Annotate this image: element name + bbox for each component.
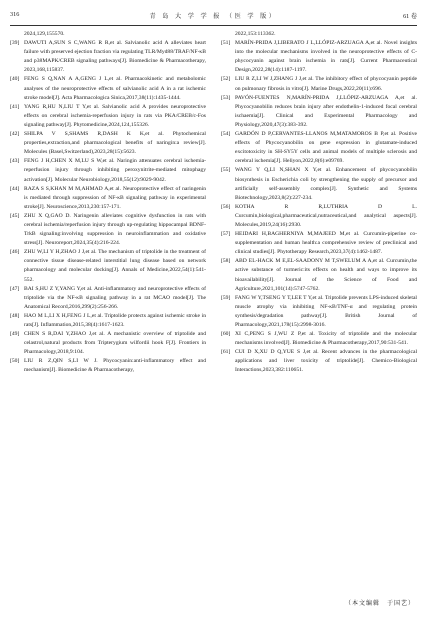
- reference-number: [59]: [221, 294, 231, 301]
- reference-number: [40]: [10, 76, 20, 83]
- reference-number: [45]: [10, 212, 20, 219]
- reference-column-left: [10, 30, 206, 376]
- running-header: [10, 11, 417, 23]
- header-rule: [10, 25, 417, 26]
- reference-number: [42]: [10, 131, 20, 138]
- reference-number: [52]: [221, 76, 231, 83]
- volume-label: 61 卷: [403, 13, 417, 20]
- reference-entry: [221, 257, 417, 293]
- reference-text: ZHU W,LI Y H,ZHAO J J,et al. The mechanism of triptolide in the treatment of connective tissue disease-related interstitial lung disease based on network pharmacology and molecular docking[J]. Annals of Medicine,2022,54(1):541-552.: [24, 249, 206, 283]
- reference-entry: [10, 157, 206, 184]
- reference-text: BAI S,HU Z Y,YANG Y,et al. Anti-inflammatory and neuroprotective effects of triptolide via the NF-κB signaling pathway in a rat MCAO model[J]. The Anatomical Record,2016,299(2):256-266.: [24, 285, 206, 310]
- reference-entry: [221, 294, 417, 330]
- reference-number: [57]: [221, 231, 231, 238]
- reference-entry: [10, 312, 206, 330]
- reference-number: [55]: [221, 167, 231, 174]
- reference-number: [50]: [10, 358, 20, 365]
- reference-entry: [221, 130, 417, 166]
- reference-text: ZHU X Q,GAO D. Naringenin alleviates cognitive dysfunction in rats with cerebral ischemia/reperfusion injury through up-regulating hippocampal BDNF-TrkB signaling:involving suppression in neuroinflammation and oxidative stress[J]. Neuroreport,2024,35(4):216-224.: [24, 212, 206, 247]
- reference-number: [58]: [221, 258, 231, 265]
- reference-text: MARÍN-PRIDA J,LIBERATO J L,LLÓPIZ-ARZUAGA A,et al. Novel insights into the molecular mechanisms involved in the neuroprotective effects of C-phycocyanin against brain ischemia in rats[J]. Current Pharmaceutical Design,2022,28(14):1187-1197.: [235, 40, 417, 74]
- reference-entry: [221, 30, 417, 39]
- reference-entry: [10, 248, 206, 284]
- reference-entry: [10, 103, 206, 130]
- reference-text: CUI D X,XU D Q,YUE S J,et al. Recent advances in the pharmacological applications and liver toxicity of triptolide[J]. Chemico-Biological Interactions,2023,382:110651.: [235, 349, 417, 374]
- reference-entry: [221, 330, 417, 348]
- reference-text: DAWUTI A,SUN S C,WANG R R,et al. Salvianolic acid A alleviates heart failure with preserved ejection fraction via regulating TLR/Myd88/TRAF/NF-κB and p38MAPK/CREB signaling pathways[J]. Biomedicine & Pharmacotherapy, 2023,168,115837.: [24, 40, 206, 74]
- reference-text: KOTHA R R,LUTHRIA D L. Curcumin,biological,pharmaceutical,nutraceutical,and analytical aspects[J]. Molecules,2019,24(16):2930.: [235, 203, 417, 228]
- reference-number: [47]: [10, 285, 20, 292]
- reference-column-right: [221, 30, 417, 376]
- reference-text: LIU R Z,QIN S,LI W J. Phycocyanin:anti-inflammatory effect and mechanism[J]. Biomedicine & Pharmacotherapy,: [24, 358, 206, 374]
- reference-text: FENG S Q,NAN A A,GENG J L,et al. Pharmacokinetic and metabolomic analyses of the neuroprotective effects of salvianolic acid A in a rat ischemic stroke model[J]. Acta Pharmacologica Sinica,2017,38(11):1435-1444.: [24, 76, 206, 101]
- reference-text: HEIDARI H,BAGHERNIYA M,MAJEED M,et al. Curcumin-piperine co-supplementation and human health:a comprehensive review of preclinical and clinical studies[J]. Phytotherapy Research,2023,37(4):1462-1487.: [235, 231, 417, 256]
- reference-text: 2024,129,155570.: [24, 31, 65, 37]
- reference-number: [53]: [221, 94, 231, 101]
- reference-text: RAZA S S,KHAN M M,AHMAD A,et al. Neuroprotective effect of naringenin is mediated through suppression of NF-κB signaling pathway in experimental stroke[J]. Neuroscience,2013,230:157-171.: [24, 185, 206, 210]
- reference-entry: [10, 30, 206, 39]
- reference-entry: [10, 185, 206, 212]
- reference-number: [51]: [221, 40, 231, 47]
- reference-entry: [10, 39, 206, 75]
- reference-number: [41]: [10, 103, 20, 110]
- reference-text: 2022,153:113362.: [235, 31, 276, 37]
- reference-entry: [10, 75, 206, 102]
- reference-entry: [221, 94, 417, 130]
- reference-entry: [221, 203, 417, 230]
- reference-entry: [10, 130, 206, 157]
- reference-number: [43]: [10, 158, 20, 165]
- reference-text: CHEN S R,DAI Y,ZHAO J,et al. A mechanistic overview of triptolide and celastrol,natural products from Tripterygium wilfordii hook F[J]. Frontiers in Pharmacology,2018,9:104.: [24, 331, 206, 356]
- reference-text: SHILPA V S,SHAMS R,DASH K K,et al. Phytochemical properties,extraction,and pharmacological benefits of naringin:a review[J]. Molecules (Basel,Switzerland),2023,28(15):5623.: [24, 131, 206, 156]
- reference-text: XI C,PENG S J,WU Z P,et al. Toxicity of triptolide and the molecular mechanisms involved[J]. Biomedicine & Pharmacotherapy,2017,90:531-541.: [235, 331, 417, 347]
- reference-text: YANG R,HU N,LIU T Y,et al. Salvianolic acid A provides neuroprotective effects on cerebral ischemia-reperfusion injury in rats via PKA/CREB/c-Fos signaling pathway[J]. Phytomedicine,2024,124,155326.: [24, 103, 206, 128]
- reference-text: ABD EL-HACK M E,EL-SAADONY M T,SWELUM A A,et al. Curcumin,the active substance of turmeric:its effects on health and ways to improve its bioavailability[J]. Journal of the Science of Food and Agriculture,2021,101(14):5747-5762.: [235, 258, 417, 292]
- editor-note: （本文编辑 于国艺）: [344, 601, 415, 607]
- reference-text: PAVÓN-FUENTES N,MARÍN-PRIDA J,LLÓPIZ-ARZUAGA A,et al. Phycocyanobilin reduces brain injury after endothelin-1-induced focal cerebral ischaemia[J]. Clinical and Experimental Pharmacology and Physiology,2020,47(3):383-392.: [235, 94, 417, 128]
- reference-entry: [221, 75, 417, 93]
- journal-title: 青 岛 大 学 学 报 （医 学 版）: [149, 13, 278, 20]
- reference-entry: [221, 39, 417, 75]
- reference-text: LIU R Z,LI W J,ZHANG J J,et al. The inhibitory effect of phycocyanin peptide on pulmonary fibrosis in vitro[J]. Marine Drugs,2022,20(11):696.: [235, 76, 417, 92]
- reference-entry: [221, 230, 417, 257]
- reference-number: [60]: [221, 331, 231, 338]
- reference-text: GARDÓN D P,CERVANTES-LLANOS M,MATAMOROS B P,et al. Positive effects of Phycocyanobilin on gene expression in glutamate-induced excitotoxicity in SH-SY5Y cells and animal models of multiple sclerosis and cerebral ischemia[J]. Heliyon,2022,8(6):e09769.: [235, 131, 417, 165]
- reference-entry: [10, 285, 206, 312]
- page-number: 316: [10, 11, 20, 18]
- reference-number: [61]: [221, 349, 231, 356]
- reference-entry: [10, 212, 206, 248]
- reference-number: [49]: [10, 331, 20, 338]
- reference-entry: [10, 357, 206, 375]
- reference-entry: [221, 348, 417, 375]
- reference-number: [54]: [221, 131, 231, 138]
- reference-text: FANG W Y,TSENG Y T,LEE T Y,et al. Triptolide prevents LPS-induced skeletal muscle atrophy via inhibiting NF-κB/TNF-α and regulating protein synthesis/degradation pathway[J]. British Journal of Pharmacology,2021,178(15):2998-3016.: [235, 294, 417, 328]
- reference-number: [48]: [10, 312, 20, 319]
- reference-number: [39]: [10, 40, 20, 47]
- reference-entry: [221, 166, 417, 202]
- reference-text: FENG J H,CHEN X M,LU S W,et al. Naringin attenuates cerebral ischemia-reperfusion injury through inhibiting peroxynitrite-mediated mitophagy activation[J]. Molecular Neurobiology,2018,55(12):9029-9042.: [24, 158, 206, 183]
- reference-number: [46]: [10, 249, 20, 256]
- reference-text: HAO M L,LI X H,FENG J L,et al. Triptolide protects against ischemic stroke in rats[J]. Inflammation,2015,38(4):1617-1623.: [24, 312, 206, 328]
- reference-text: WANG Y Q,LI N,SHAN X Y,et al. Enhancement of phycocyanobilin biosynthesis in Escherichia coli by strengthening the supply of precursor and artificially self-assembly complex[J]. Synthetic and Systems Biotechnology,2023,8(2):227-234.: [235, 167, 417, 201]
- reference-entry: [10, 330, 206, 357]
- reference-number: [56]: [221, 203, 231, 210]
- reference-number: [44]: [10, 185, 20, 192]
